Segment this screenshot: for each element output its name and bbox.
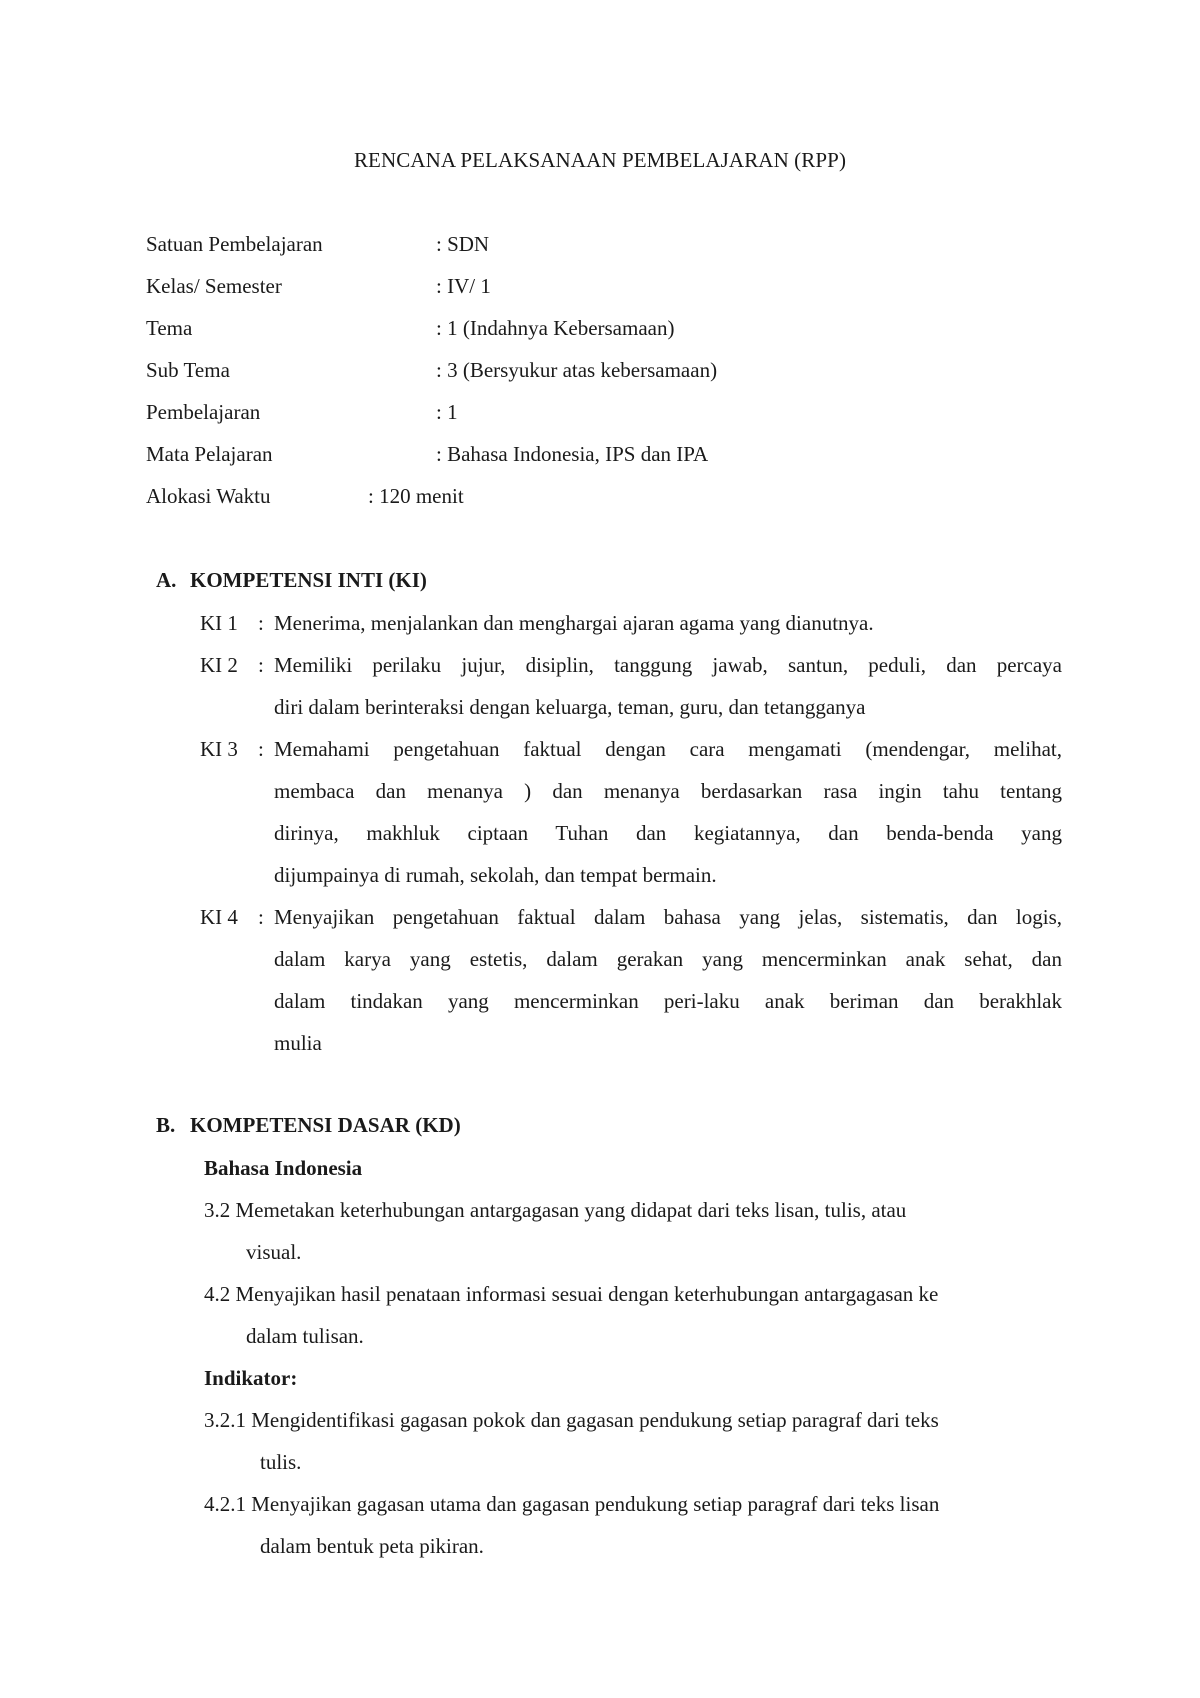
meta-value: : 1 (Indahnya Kebersamaan) bbox=[436, 316, 675, 340]
ki-colon: : bbox=[258, 905, 264, 929]
meta-value: : IV/ 1 bbox=[436, 274, 491, 298]
ki-label: KI 1 bbox=[200, 611, 238, 635]
ki-colon: : bbox=[258, 653, 264, 677]
meta-label: Satuan Pembelajaran bbox=[146, 232, 323, 256]
meta-label: Pembelajaran bbox=[146, 400, 261, 424]
kd-item: 3.2 Memetakan keterhubungan antargagasan yang didapat dari teks lisan, tulis, atau bbox=[204, 1198, 907, 1222]
kd-item: 4.2 Menyajikan hasil penataan informasi sesuai dengan keterhubungan antargagasan ke bbox=[204, 1282, 939, 1306]
meta-label: Tema bbox=[146, 316, 193, 340]
ki-text-line: membaca dan menanya ) dan menanya berdasarkan rasa ingin tahu tentang bbox=[274, 779, 1062, 803]
ki-text-line: mulia bbox=[274, 1031, 322, 1055]
ki-label: KI 4 bbox=[200, 905, 238, 929]
ki-text-line: dijumpainya di rumah, sekolah, dan tempat bermain. bbox=[274, 863, 717, 887]
kd-item-cont: dalam tulisan. bbox=[246, 1324, 364, 1348]
ki-colon: : bbox=[258, 611, 264, 635]
ki-text-line: diri dalam berinteraksi dengan keluarga, teman, guru, dan tetangganya bbox=[274, 695, 866, 719]
meta-value: : 120 menit bbox=[368, 484, 464, 508]
meta-label: Alokasi Waktu bbox=[146, 484, 271, 508]
ki-text-line: Memahami pengetahuan faktual dengan cara mengamati (mendengar, melihat, bbox=[274, 737, 1062, 761]
meta-label: Sub Tema bbox=[146, 358, 230, 382]
ki-label: KI 3 bbox=[200, 737, 238, 761]
meta-value: : SDN bbox=[436, 232, 490, 256]
indikator-item: 3.2.1 Mengidentifikasi gagasan pokok dan gagasan pendukung setiap paragraf dari teks bbox=[204, 1408, 939, 1432]
ki-colon: : bbox=[258, 737, 264, 761]
document-title: RENCANA PELAKSANAAN PEMBELAJARAN (RPP) bbox=[353, 148, 847, 172]
indikator-heading: Indikator: bbox=[204, 1366, 298, 1390]
section-b-marker: B. bbox=[156, 1113, 176, 1137]
subject-heading: Bahasa Indonesia bbox=[204, 1156, 363, 1180]
ki-label: KI 2 bbox=[200, 653, 238, 677]
meta-value: : 3 (Bersyukur atas kebersamaan) bbox=[436, 358, 718, 382]
meta-value: : Bahasa Indonesia, IPS dan IPA bbox=[436, 442, 709, 466]
meta-label: Mata Pelajaran bbox=[146, 442, 273, 466]
ki-text-line: Menyajikan pengetahuan faktual dalam bahasa yang jelas, sistematis, dan logis, bbox=[274, 905, 1062, 929]
indikator-item-cont: tulis. bbox=[260, 1450, 302, 1474]
kd-item-cont: visual. bbox=[246, 1240, 302, 1264]
section-a-heading: KOMPETENSI INTI (KI) bbox=[190, 568, 427, 592]
section-a-marker: A. bbox=[156, 568, 177, 592]
ki-text-line: Menerima, menjalankan dan menghargai ajaran agama yang dianutnya. bbox=[274, 611, 874, 635]
ki-text-line: Memiliki perilaku jujur, disiplin, tanggung jawab, santun, peduli, dan percaya bbox=[274, 653, 1062, 677]
ki-text-line: dirinya, makhluk ciptaan Tuhan dan kegiatannya, dan benda-benda yang bbox=[274, 821, 1062, 845]
indikator-item: 4.2.1 Menyajikan gagasan utama dan gagasan pendukung setiap paragraf dari teks lisan bbox=[204, 1492, 940, 1516]
ki-text-line: dalam tindakan yang mencerminkan peri-laku anak beriman dan berakhlak bbox=[274, 989, 1062, 1013]
section-b-heading: KOMPETENSI DASAR (KD) bbox=[190, 1113, 461, 1137]
meta-value: : 1 bbox=[436, 400, 458, 424]
ki-text-line: dalam karya yang estetis, dalam gerakan yang mencerminkan anak sehat, dan bbox=[274, 947, 1062, 971]
meta-label: Kelas/ Semester bbox=[146, 274, 282, 298]
indikator-item-cont: dalam bentuk peta pikiran. bbox=[260, 1534, 484, 1558]
